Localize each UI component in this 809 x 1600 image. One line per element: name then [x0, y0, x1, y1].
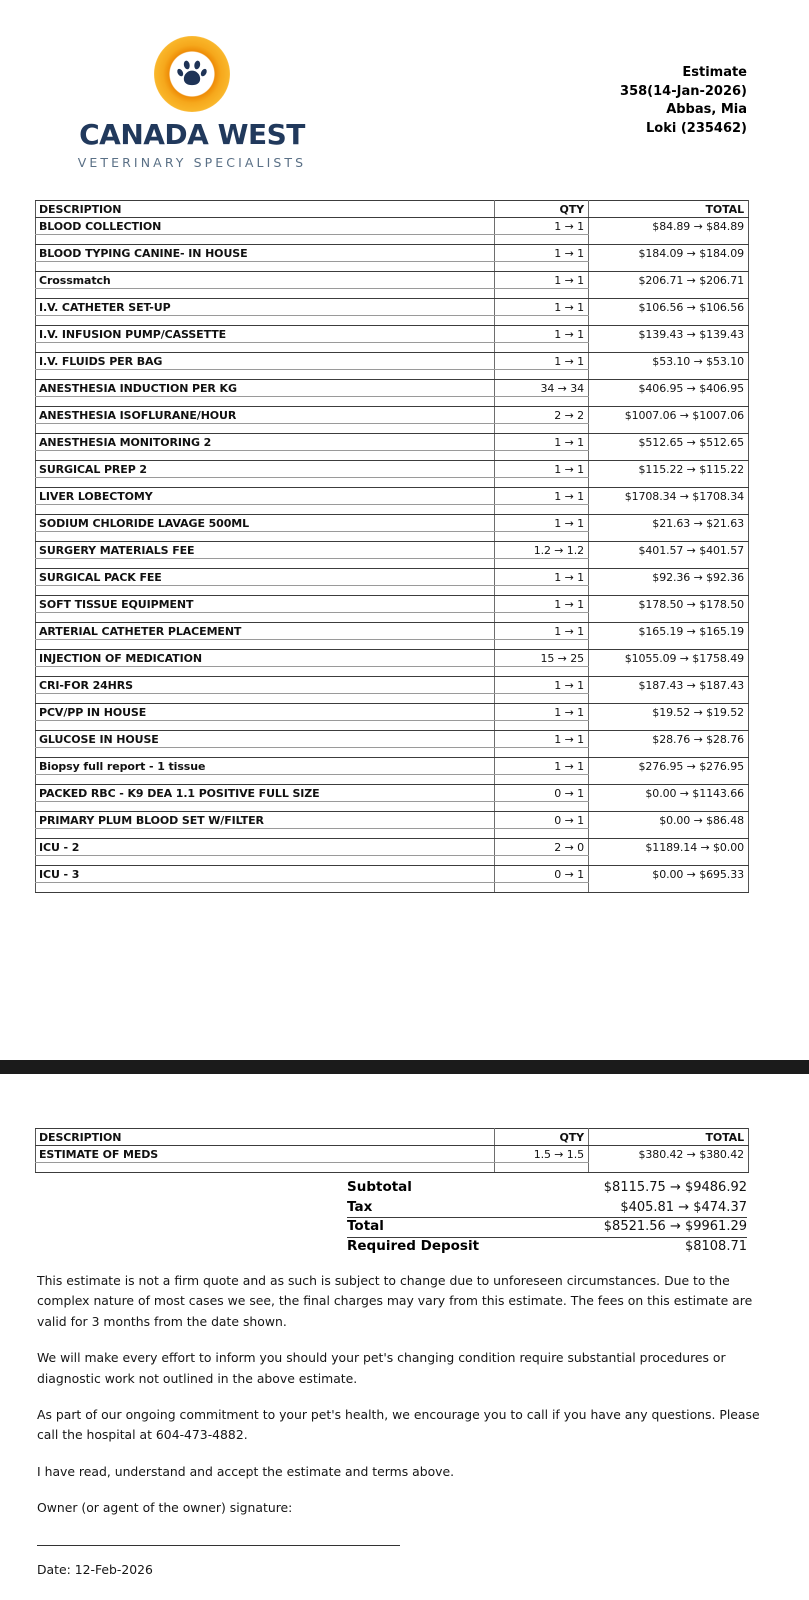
spacer-cell [589, 478, 749, 488]
table-row-spacer [36, 397, 749, 407]
spacer-cell [495, 829, 589, 839]
totals-value: $8521.56 → $9961.29 [603, 1219, 747, 1234]
spacer-cell [36, 370, 495, 380]
item-description: PCV/PP IN HOUSE [36, 704, 495, 721]
item-description: BLOOD TYPING CANINE- IN HOUSE [36, 245, 495, 262]
item-description: I.V. INFUSION PUMP/CASSETTE [36, 326, 495, 343]
totals-label: Tax [347, 1198, 373, 1215]
date-label: Date: 12-Feb-2026 [37, 1561, 153, 1577]
spacer-cell [589, 721, 749, 731]
item-qty: 1 → 1 [495, 731, 589, 748]
table-row [36, 1146, 749, 1163]
item-qty: 1 → 1 [495, 272, 589, 289]
item-qty: 1 → 1 [495, 299, 589, 316]
table-row-spacer [36, 1163, 749, 1173]
item-description: Biopsy full report - 1 tissue [36, 758, 495, 775]
item-description: ANESTHESIA ISOFLURANE/HOUR [36, 407, 495, 424]
client-name: Abbas, Mia [666, 102, 747, 117]
item-total: $401.57 → $401.57 [589, 542, 749, 559]
logo-ring [154, 36, 230, 112]
item-qty: 34 → 34 [495, 380, 589, 397]
item-description: I.V. CATHETER SET-UP [36, 299, 495, 316]
table-row [36, 704, 749, 721]
terms-text [37, 1271, 773, 1580]
spacer-cell [495, 289, 589, 299]
spacer-cell [36, 451, 495, 461]
table-row [36, 434, 749, 451]
spacer-cell [495, 1163, 589, 1173]
item-total: $512.65 → $512.65 [589, 434, 749, 451]
item-description: ARTERIAL CATHETER PLACEMENT [36, 623, 495, 640]
spacer-cell [495, 316, 589, 326]
table-row [36, 650, 749, 667]
item-qty: 0 → 1 [495, 866, 589, 883]
spacer-cell [36, 694, 495, 704]
spacer-cell [36, 424, 495, 434]
item-total: $106.56 → $106.56 [589, 299, 749, 316]
patient-name: Loki (235462) [646, 120, 747, 136]
item-description: GLUCOSE IN HOUSE [36, 731, 495, 748]
footer-paragraph: As part of our ongoing commitment to your pet's health, we encourage you to call if you have any questions. Please call the hospital at 604-473-4882. [37, 1407, 760, 1443]
table-row [36, 272, 749, 289]
table-row [36, 380, 749, 397]
clinic-name: CANADA WEST [79, 118, 305, 151]
spacer-cell [495, 397, 589, 407]
item-total: $165.19 → $165.19 [589, 623, 749, 640]
spacer-cell [36, 640, 495, 650]
item-total: $276.95 → $276.95 [589, 758, 749, 775]
table-row-spacer [36, 316, 749, 326]
item-total: $206.71 → $206.71 [589, 272, 749, 289]
spacer-cell [36, 856, 495, 866]
item-qty: 1 → 1 [495, 677, 589, 694]
totals-row [347, 1179, 747, 1199]
spacer-cell [495, 451, 589, 461]
item-total: $0.00 → $86.48 [589, 812, 749, 829]
spacer-cell [589, 316, 749, 326]
spacer-cell [36, 478, 495, 488]
spacer-cell [495, 478, 589, 488]
spacer-cell [36, 667, 495, 677]
item-qty: 1 → 1 [495, 434, 589, 451]
item-total: $184.09 → $184.09 [589, 245, 749, 262]
item-total: $84.89 → $84.89 [589, 218, 749, 235]
table-row-spacer [36, 829, 749, 839]
item-qty: 15 → 25 [495, 650, 589, 667]
item-total: $1708.34 → $1708.34 [589, 488, 749, 505]
item-description: SOFT TISSUE EQUIPMENT [36, 596, 495, 613]
column-header-total: TOTAL [589, 1129, 749, 1146]
spacer-cell [589, 289, 749, 299]
item-qty: 1 → 1 [495, 596, 589, 613]
item-qty: 2 → 0 [495, 839, 589, 856]
table-row-spacer [36, 802, 749, 812]
spacer-cell [36, 343, 495, 353]
item-qty: 1 → 1 [495, 704, 589, 721]
totals-row [347, 1199, 747, 1219]
item-qty: 1 → 1 [495, 461, 589, 478]
signature-line [37, 1545, 400, 1546]
item-description: ANESTHESIA INDUCTION PER KG [36, 380, 495, 397]
item-total: $380.42 → $380.42 [589, 1146, 749, 1163]
item-description: BLOOD COLLECTION [36, 218, 495, 235]
spacer-cell [36, 1163, 495, 1173]
table-row [36, 785, 749, 802]
table-row-spacer [36, 343, 749, 353]
spacer-cell [36, 289, 495, 299]
table-row-spacer [36, 289, 749, 299]
table-row [36, 569, 749, 586]
table-header-row [36, 201, 749, 218]
table-row-spacer [36, 532, 749, 542]
spacer-cell [589, 370, 749, 380]
totals-value: $8108.71 [684, 1238, 747, 1254]
spacer-cell [36, 316, 495, 326]
spacer-cell [36, 775, 495, 785]
totals-row [347, 1238, 747, 1258]
table-row [36, 677, 749, 694]
item-description: ESTIMATE OF MEDS [36, 1146, 495, 1163]
table-row [36, 758, 749, 775]
spacer-cell [495, 748, 589, 758]
spacer-cell [495, 667, 589, 677]
table-row [36, 731, 749, 748]
column-header-description: DESCRIPTION [36, 1129, 495, 1146]
table-row [36, 218, 749, 235]
spacer-cell [589, 613, 749, 623]
footer-paragraph: This estimate is not a firm quote and as such is subject to change due to unforeseen circumstances. Due to the complex nature of most cases we see, the final charges may vary from this estimate. The fees on this estimate are valid for 3 months from the date shown. [37, 1273, 753, 1329]
spacer-cell [589, 694, 749, 704]
table-row-spacer [36, 559, 749, 569]
table-row [36, 461, 749, 478]
spacer-cell [36, 262, 495, 272]
spacer-cell [589, 856, 749, 866]
spacer-cell [36, 505, 495, 515]
spacer-cell [495, 586, 589, 596]
totals-row [347, 1218, 747, 1238]
item-qty: 1 → 1 [495, 623, 589, 640]
table-row-spacer [36, 451, 749, 461]
table-header-row [36, 1129, 749, 1146]
item-total: $1007.06 → $1007.06 [589, 407, 749, 424]
item-qty: 1 → 1 [495, 488, 589, 505]
paw-icon [173, 55, 211, 93]
item-qty: 1 → 1 [495, 515, 589, 532]
column-header-qty: QTY [495, 1129, 589, 1146]
column-header-qty: QTY [495, 201, 589, 218]
table-row-spacer [36, 856, 749, 866]
item-total: $92.36 → $92.36 [589, 569, 749, 586]
spacer-cell [589, 505, 749, 515]
item-total: $178.50 → $178.50 [589, 596, 749, 613]
spacer-cell [36, 235, 495, 245]
page-separator-bar [0, 1060, 809, 1074]
item-description: ANESTHESIA MONITORING 2 [36, 434, 495, 451]
spacer-cell [36, 532, 495, 542]
spacer-cell [589, 829, 749, 839]
footer-paragraph: Owner (or agent of the owner) signature: [37, 1500, 293, 1516]
item-qty: 2 → 2 [495, 407, 589, 424]
spacer-cell [495, 424, 589, 434]
item-description: Crossmatch [36, 272, 495, 289]
column-header-total: TOTAL [589, 201, 749, 218]
spacer-cell [36, 559, 495, 569]
item-description: ICU - 3 [36, 866, 495, 883]
spacer-cell [589, 748, 749, 758]
spacer-cell [589, 586, 749, 596]
item-description: INJECTION OF MEDICATION [36, 650, 495, 667]
item-qty: 1.5 → 1.5 [495, 1146, 589, 1163]
item-total: $406.95 → $406.95 [589, 380, 749, 397]
item-qty: 1 → 1 [495, 326, 589, 343]
spacer-cell [36, 802, 495, 812]
table-row-spacer [36, 235, 749, 245]
table-row-spacer [36, 721, 749, 731]
item-qty: 1 → 1 [495, 245, 589, 262]
item-total: $0.00 → $695.33 [589, 866, 749, 883]
spacer-cell [495, 235, 589, 245]
spacer-cell [495, 721, 589, 731]
spacer-cell [36, 613, 495, 623]
table-row-spacer [36, 370, 749, 380]
item-description: I.V. FLUIDS PER BAG [36, 353, 495, 370]
item-qty: 1.2 → 1.2 [495, 542, 589, 559]
table-row-spacer [36, 478, 749, 488]
spacer-cell [495, 640, 589, 650]
item-description: PRIMARY PLUM BLOOD SET W/FILTER [36, 812, 495, 829]
spacer-cell [589, 1163, 749, 1173]
spacer-cell [495, 856, 589, 866]
spacer-cell [495, 694, 589, 704]
spacer-cell [589, 559, 749, 569]
spacer-cell [589, 424, 749, 434]
spacer-cell [36, 586, 495, 596]
table-row [36, 515, 749, 532]
spacer-cell [36, 748, 495, 758]
item-total: $187.43 → $187.43 [589, 677, 749, 694]
spacer-cell [36, 883, 495, 893]
table-row-spacer [36, 586, 749, 596]
footer-paragraphs [37, 1271, 773, 1519]
spacer-cell [495, 505, 589, 515]
spacer-cell [589, 775, 749, 785]
footer-paragraph: We will make every effort to inform you should your pet's changing condition require substantial procedures or diagnostic work not outlined in the above estimate. [37, 1350, 726, 1386]
item-qty: 1 → 1 [495, 758, 589, 775]
table-row-spacer [36, 613, 749, 623]
table-row-spacer [36, 667, 749, 677]
item-total: $139.43 → $139.43 [589, 326, 749, 343]
item-description: PACKED RBC - K9 DEA 1.1 POSITIVE FULL SIZE [36, 785, 495, 802]
item-description: SURGICAL PACK FEE [36, 569, 495, 586]
item-total: $19.52 → $19.52 [589, 704, 749, 721]
table-row [36, 866, 749, 883]
totals-label: Total [347, 1218, 384, 1234]
summary-section [0, 1128, 809, 1580]
table-row [36, 353, 749, 370]
item-total: $21.63 → $21.63 [589, 515, 749, 532]
spacer-cell [495, 532, 589, 542]
spacer-cell [495, 613, 589, 623]
item-description: SURGICAL PREP 2 [36, 461, 495, 478]
table-row [36, 623, 749, 640]
item-qty: 0 → 1 [495, 785, 589, 802]
item-description: CRI-FOR 24HRS [36, 677, 495, 694]
table-row-spacer [36, 775, 749, 785]
table-row-spacer [36, 262, 749, 272]
item-total: $0.00 → $1143.66 [589, 785, 749, 802]
item-total: $115.22 → $115.22 [589, 461, 749, 478]
item-total: $1055.09 → $1758.49 [589, 650, 749, 667]
table-row-spacer [36, 505, 749, 515]
table-row [36, 542, 749, 559]
item-description: LIVER LOBECTOMY [36, 488, 495, 505]
table-row [36, 407, 749, 424]
spacer-cell [589, 532, 749, 542]
table-row [36, 245, 749, 262]
spacer-cell [589, 397, 749, 407]
table-row-spacer [36, 424, 749, 434]
table-row-spacer [36, 748, 749, 758]
spacer-cell [589, 640, 749, 650]
spacer-cell [495, 883, 589, 893]
table-row [36, 839, 749, 856]
estimate-title: Estimate [682, 65, 747, 80]
item-total: $1189.14 → $0.00 [589, 839, 749, 856]
totals-label: Required Deposit [347, 1237, 480, 1254]
clinic-tagline: VETERINARY SPECIALISTS [77, 155, 307, 170]
totals-label: Subtotal [347, 1179, 412, 1195]
table-row-spacer [36, 640, 749, 650]
table-row-spacer [36, 883, 749, 893]
spacer-cell [36, 721, 495, 731]
table-row-spacer [36, 694, 749, 704]
line-items-table [35, 200, 749, 893]
totals-value: $8115.75 → $9486.92 [603, 1180, 747, 1195]
spacer-cell [495, 802, 589, 812]
spacer-cell [589, 802, 749, 812]
item-description: SURGERY MATERIALS FEE [36, 542, 495, 559]
spacer-cell [495, 343, 589, 353]
spacer-cell [495, 559, 589, 569]
totals-value: $405.81 → $474.37 [620, 1199, 747, 1215]
spacer-cell [589, 667, 749, 677]
footer-paragraph: I have read, understand and accept the estimate and terms above. [37, 1463, 455, 1479]
spacer-cell [589, 883, 749, 893]
item-total: $53.10 → $53.10 [589, 353, 749, 370]
spacer-cell [495, 775, 589, 785]
table-row [36, 488, 749, 505]
spacer-cell [589, 235, 749, 245]
item-qty: 1 → 1 [495, 353, 589, 370]
estimate-info [620, 64, 747, 138]
spacer-cell [36, 829, 495, 839]
table-row [36, 812, 749, 829]
totals-block [347, 1179, 747, 1257]
spacer-cell [495, 370, 589, 380]
spacer-cell [495, 262, 589, 272]
estimate-number: 358(14-Jan-2026) [620, 83, 747, 99]
item-qty: 1 → 1 [495, 569, 589, 586]
item-qty: 1 → 1 [495, 218, 589, 235]
clinic-logo [73, 36, 311, 170]
column-header-description: DESCRIPTION [36, 201, 495, 218]
table-row [36, 326, 749, 343]
item-description: SODIUM CHLORIDE LAVAGE 500ML [36, 515, 495, 532]
meds-table [35, 1128, 749, 1173]
item-description: ICU - 2 [36, 839, 495, 856]
table-row [36, 299, 749, 316]
spacer-cell [589, 262, 749, 272]
spacer-cell [589, 451, 749, 461]
spacer-cell [589, 343, 749, 353]
table-row [36, 596, 749, 613]
spacer-cell [36, 397, 495, 407]
item-total: $28.76 → $28.76 [589, 731, 749, 748]
item-qty: 0 → 1 [495, 812, 589, 829]
